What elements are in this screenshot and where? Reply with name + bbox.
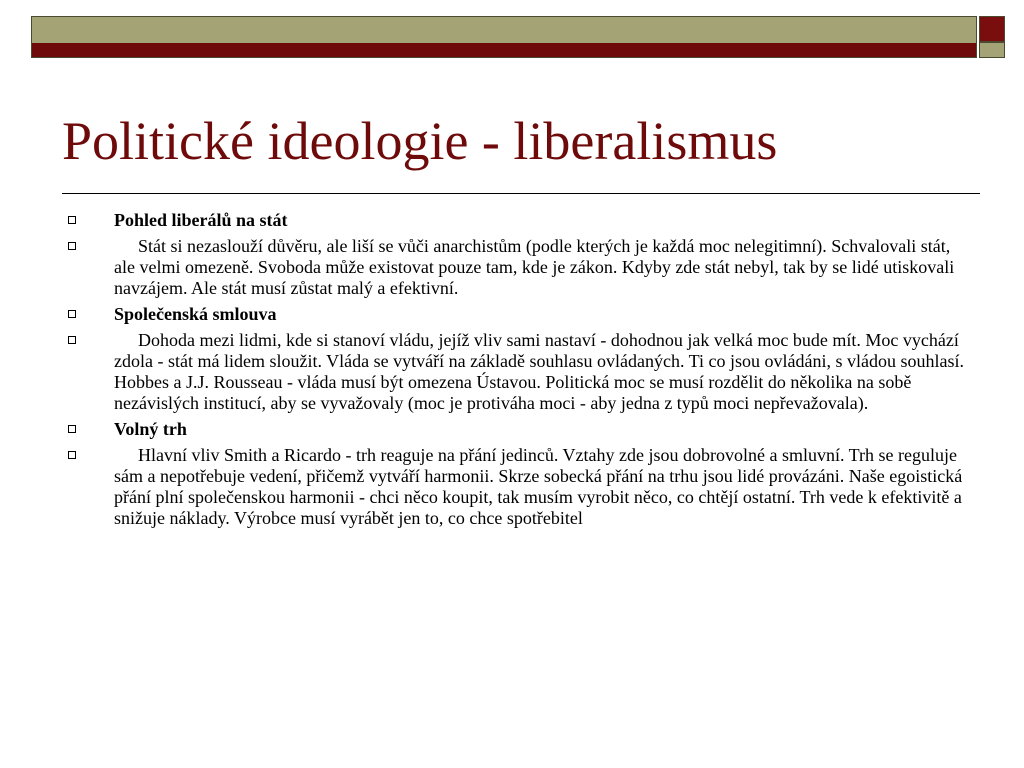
bullet-paragraph-text: Stát si nezaslouží důvěru, ale liší se vůči anarchistům (podle kterých je každá moc nelegitimní). Schvalovali stát, ale velmi omezeně. Svoboda může existovat pouze tam, kde je zákon. Kdyby zde stát nebyl, tak by se lidé utiskovali navzájem. Ale stát musí zůstat malý a efektivní. [114, 236, 955, 298]
square-bullet-icon [68, 310, 76, 318]
corner-square-olive [979, 42, 1005, 58]
square-bullet-icon [68, 242, 76, 250]
bullet-paragraph-text: Hlavní vliv Smith a Ricardo - trh reaguje na přání jedinců. Vztahy zde jsou dobrovolné a smluvní. Trh se reguluje sám a nepotřebuje vedení, přičemž vytváří harmonii. Skrze sobecká přání na trhu jsou lidé provázáni. Naše egoistická přání plní společenskou harmonii - chci něco koupit, tak musím vyrobit něco, co chtějí ostatní. Trh vede k efektivitě a snižuje náklady. Výrobce musí vyrábět jen to, co chce spotřebitel [114, 445, 963, 528]
square-bullet-icon [68, 336, 76, 344]
bullet-item [64, 304, 974, 325]
bullet-item [64, 445, 974, 529]
slide-title: Politické ideologie - liberalismus [62, 111, 778, 171]
bullet-item [64, 210, 974, 231]
top-decorative-bar [31, 16, 977, 58]
bullet-item [64, 419, 974, 440]
bullet-heading-text: Společenská smlouva [114, 304, 277, 324]
square-bullet-icon [68, 451, 76, 459]
top-bar-maroon-stripe [32, 43, 976, 57]
title-divider [62, 193, 980, 194]
bullet-item [64, 236, 974, 299]
bullet-heading-text: Pohled liberálů na stát [114, 210, 288, 230]
bullet-paragraph-text: Dohoda mezi lidmi, kde si stanoví vládu, jejíž vliv sami nastaví - dohodnou jak velká moc bude mít. Moc vychází zdola - stát má lidem sloužit. Vláda se vytváří na základě souhlasu ovládaných. Ti co jsou ovládáni, s vládou souhlasí. Hobbes a J.J. Rousseau - vláda musí být omezena Ústavou. Politická moc se musí rozdělit do několika na sobě nezávislých institucí, aby se vyvažovaly (moc je protiváha moci - aby jedna z typů moci nepřevažovala). [114, 330, 965, 413]
slide-bullet-list [64, 210, 974, 534]
square-bullet-icon [68, 425, 76, 433]
bullet-heading-text: Volný trh [114, 419, 187, 439]
square-bullet-icon [68, 216, 76, 224]
corner-square-maroon [979, 16, 1005, 42]
top-bar-olive-stripe [32, 17, 976, 43]
bullet-item [64, 330, 974, 414]
